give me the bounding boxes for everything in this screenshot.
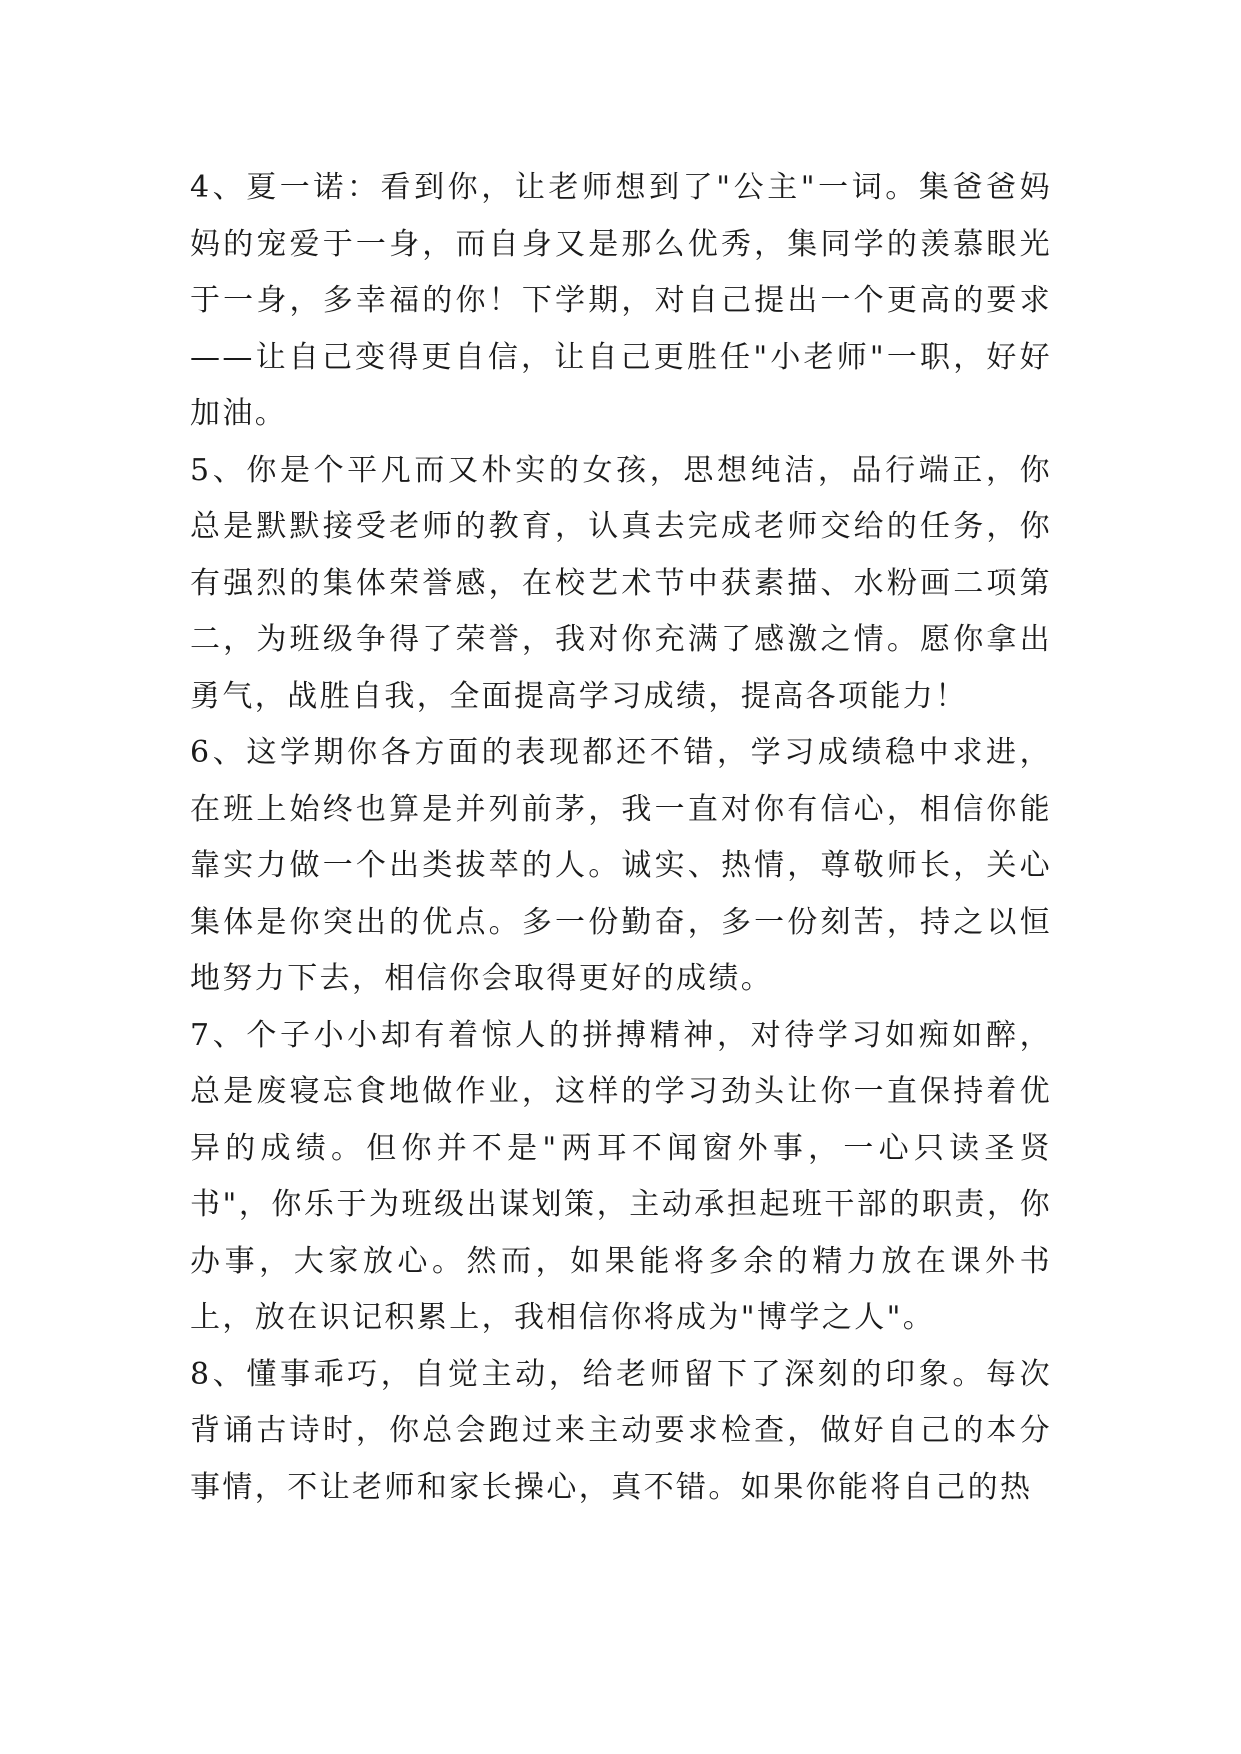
document-body <box>190 160 1052 1516</box>
paragraph-6: 6、这学期你各方面的表现都还不错，学习成绩稳中求进，在班上始终也算是并列前茅，我一直对你有信心，相信你能靠实力做一个出类拔萃的人。诚实、热情，尊敬师长，关心集体是你突出的优点。多一份勤奋，多一份刻苦，持之以恒地努力下去，相信你会取得更好的成绩。 <box>190 735 1052 996</box>
paragraph-7: 7、个子小小却有着惊人的拼搏精神，对待学习如痴如醉，总是废寝忘食地做作业，这样的学习劲头让你一直保持着优异的成绩。但你并不是"两耳不闻窗外事，一心只读圣贤书"，你乐于为班级出谋划策，主动承担起班干部的职责，你办事，大家放心。然而，如果能将多余的精力放在课外书上，放在识记积累上，我相信你将成为"博学之人"。 <box>190 1017 1052 1335</box>
paragraph-8: 8、懂事乖巧，自觉主动，给老师留下了深刻的印象。每次背诵古诗时，你总会跑过来主动要求检查，做好自己的本分事情，不让老师和家长操心，真不错。如果你能将自己的热 <box>190 1356 1052 1505</box>
paragraph-4: 4、夏一诺：看到你，让老师想到了"公主"一词。集爸爸妈妈的宠爱于一身，而自身又是那么优秀，集同学的羡慕眼光于一身，多幸福的你！下学期，对自己提出一个更高的要求——让自己变得更自信，让自己更胜任"小老师"一职，好好加油。 <box>190 170 1052 431</box>
paragraph-5: 5、你是个平凡而又朴实的女孩，思想纯洁，品行端正，你总是默默接受老师的教育，认真去完成老师交给的任务，你有强烈的集体荣誉感，在校艺术节中获素描、水粉画二项第二，为班级争得了荣誉，我对你充满了感激之情。愿你拿出勇气，战胜自我，全面提高学习成绩，提高各项能力！ <box>190 452 1052 714</box>
